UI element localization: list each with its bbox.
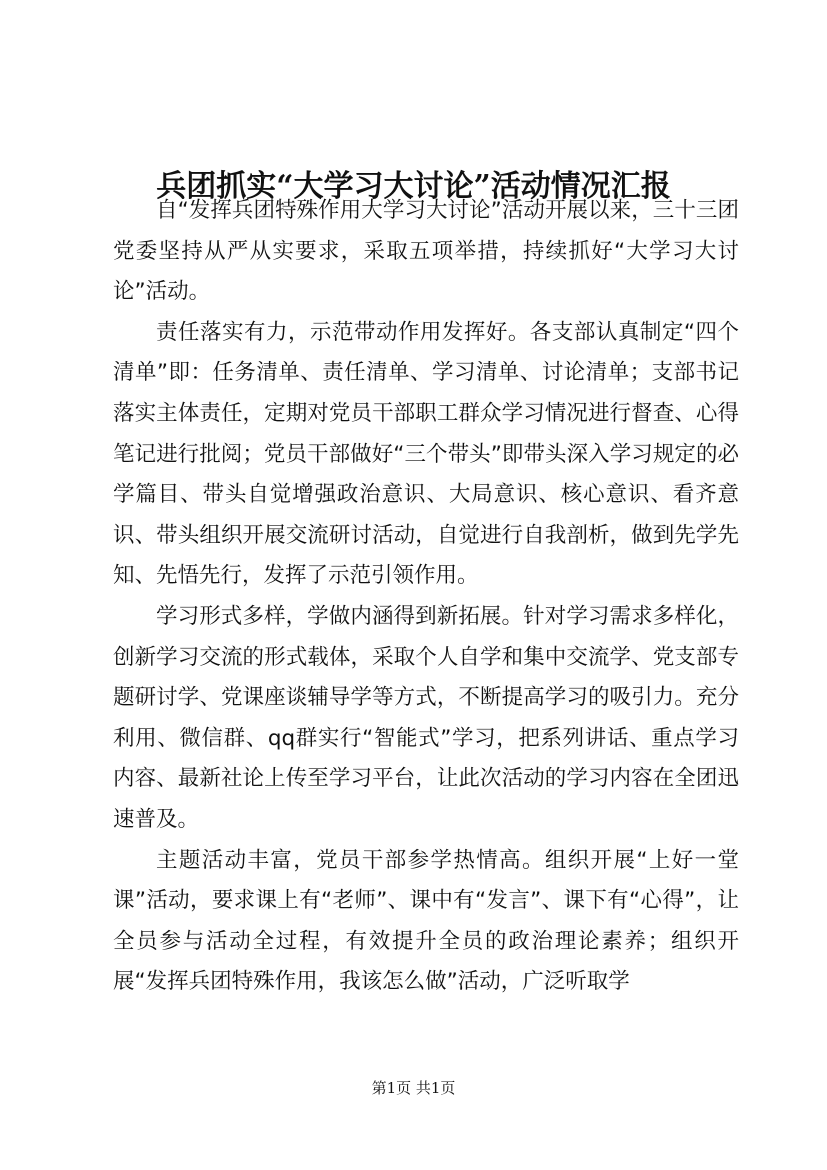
paragraph-responsibility: 责任落实有力，示范带动作用发挥好。各支部认真制定“四个清单”即：任务清单、责任清单、学习清单、讨论清单；支部书记落实主体责任，定期对党员干部职工群众学习情况进行督查、心得笔记进行批阅；党员干部做好“三个带头”即带头深入学习规定的必学篇目、带头自觉增强政治意识、大局意识、核心意识、看齐意识、带头组织开展交流研讨活动，自觉进行自我剖析，做到先学先知、先悟先行，发挥了示范引领作用。 [113,319,739,589]
paragraph-learning-forms: 学习形式多样，学做内涵得到新拓展。针对学习需求多样化，创新学习交流的形式载体，采取个人自学和集中交流学、党支部专题研讨学、党课座谈辅导学等方式，不断提高学习的吸引力。充分利用、微信群、qq群实行“智能式”学习，把系列讲话、重点学习内容、最新社论上传至学习平台，让此次活动的学习内容在全团迅速普及。 [113,603,739,832]
paragraph-intro: 自“发挥兵团特殊作用大学习大讨论”活动开展以来，三十三团党委坚持从严从实要求，采取五项举措，持续抓好“大学习大讨论”活动。 [113,198,739,305]
page-footer: 第1页 共1页 [371,1079,456,1097]
document-title: 兵团抓实“大学习大讨论”活动情况汇报 [156,169,671,205]
paragraph-theme-activities: 主题活动丰富，党员干部参学热情高。组织开展“上好一堂课”活动，要求课上有“老师”、课中有“发言”、课下有“心得”，让全员参与活动全过程，有效提升全员的政治理论素养；组织开展“发挥兵团特殊作用，我该怎么做”活动，广泛听取学 [113,847,739,995]
document-body [113,191,739,1003]
